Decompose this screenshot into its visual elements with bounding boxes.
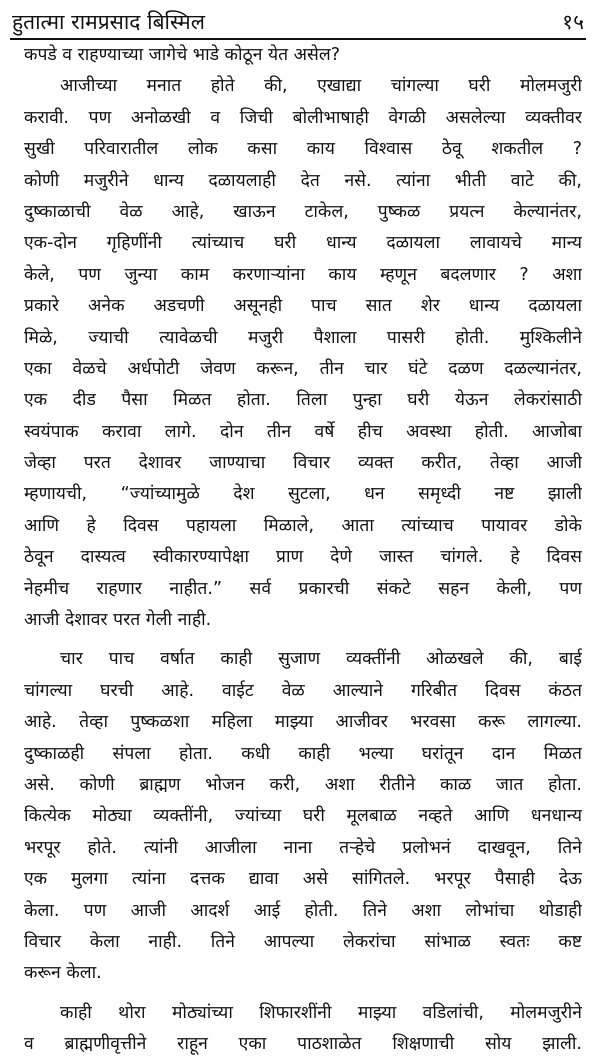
text-line: कित्येक मोठ्या व्यक्तींनी, ज्यांच्या घरी मूलबाळ नव्हते आणि धनधान्य bbox=[24, 806, 582, 827]
text-line: केला. पण आजी आदर्श आई होती. तिने अशा लोभांचा थोडाही bbox=[24, 900, 582, 921]
text-line: मिळे, ज्याची त्यावेळची मजुरी पैशाला पासरी होती. मुश्किलीने bbox=[24, 327, 582, 348]
running-header bbox=[10, 4, 586, 40]
text-line: सुखी परिवारातील लोक कसा काय विश्वास ठेवू शकतील ? bbox=[24, 139, 582, 160]
text-line: चार पाच वर्षात काही सुजाण व्यक्तींनी ओळखले की, बाई bbox=[60, 649, 582, 670]
text-line: करून केला. bbox=[24, 963, 102, 984]
text-line: विचार केला नाही. तिने आपल्या लेकरांचा सांभाळ स्वतः कष्ट bbox=[24, 931, 582, 952]
text-line: कोणी मजुरीने धान्य दळायलाही देत नसे. त्यांना भीती वाटे की, bbox=[24, 170, 582, 191]
text-line: आणि हे दिवस पहायला मिळाले, आता त्यांच्याच पायावर डोके bbox=[24, 515, 582, 536]
paragraph-gap bbox=[24, 636, 582, 644]
text-line: प्रकारे अनेक अडचणी असूनही पाच सात शेर धान्य दळायला bbox=[24, 296, 582, 317]
paragraph-gap bbox=[24, 990, 582, 998]
text-line: नेहमीच राहणार नाहीत.” सर्व प्रकारची संकटे सहन केली, पण bbox=[24, 578, 582, 599]
text-line: आजी देशावर परत गेली नाही. bbox=[24, 610, 212, 631]
text-line: केले, पण जुन्या काम करणाऱ्यांना काय म्हणून बदलणार ? अशा bbox=[24, 264, 582, 285]
text-line: असे. कोणी ब्राह्मण भोजन करी, अशा रीतीने काळ जात होता. bbox=[24, 774, 582, 795]
text-line: ठेवून दास्यत्व स्वीकारण्यापेक्षा प्राण देणे जास्त चांगले. हे दिवस bbox=[24, 547, 582, 568]
text-line: एक-दोन गृहिणींनी त्यांच्याच घरी धान्य दळायला लावायचे मान्य bbox=[24, 233, 582, 254]
text-line: आहे. तेव्हा पुष्कळशा महिला माझ्या आजीवर भरवसा करू लागल्या. bbox=[24, 712, 582, 733]
book-title: हुतात्मा रामप्रसाद बिस्मिल bbox=[12, 10, 205, 34]
text-line: दुष्काळही संपला होता. कधी काही भल्या घरांतून दान मिळत bbox=[24, 743, 582, 764]
text-line: एक दीड पैसा मिळत होता. तिला पुन्हा घरी येऊन लेकरांसाठी bbox=[24, 390, 582, 411]
text-line: कपडे व राहण्याच्या जागेचे भाडे कोठून येत असेल? bbox=[24, 45, 341, 65]
text-line: म्हणायची, “ज्यांच्यामुळे देश सुटला, धन समृध्दी नष्ट झाली bbox=[24, 484, 582, 505]
text-line: स्वयंपाक करावा लागे. दोन तीन वर्षे हीच अवस्था होती. आजोबा bbox=[24, 421, 582, 442]
body-text bbox=[24, 40, 582, 1061]
text-line: व ब्राह्मणीवृत्तीने राहून एका पाठशाळेत शिक्षणाची सोय झाली. bbox=[24, 1034, 582, 1055]
text-line: दुष्काळाची वेळ आहे, खाऊन टाकेल, पुष्कळ प्रयत्न केल्यानंतर, bbox=[24, 201, 582, 222]
text-line: आजीच्या मनात होते की, एखाद्या चांगल्या घरी मोलमजुरी bbox=[60, 76, 582, 97]
text-line: भरपूर होते. त्यांनी आजीला नाना तऱ्हेचे प्रलोभनं दाखवून, तिने bbox=[24, 837, 582, 858]
text-line: चांगल्या घरची आहे. वाईट वेळ आल्याने गरिबीत दिवस कंठत bbox=[24, 680, 582, 701]
text-line: काही थोरा मोठ्यांच्या शिफारशींनी माझ्या वडिलांची, मोलमजुरीने bbox=[60, 1002, 582, 1023]
text-line: एक मुलगा त्यांना दत्तक द्यावा असे सांगितले. भरपूर पैसाही देऊ bbox=[24, 869, 582, 890]
text-line: करावी. पण अनोळखी व जिची बोलीभाषाही वेगळी असलेल्या व्यक्तीवर bbox=[24, 107, 582, 128]
page-number: १५ bbox=[562, 10, 584, 34]
text-line: एका वेळचे अर्धपोटी जेवण करून, तीन चार घंटे दळण दळल्यानंतर, bbox=[24, 358, 582, 379]
text-line: जेव्हा परत देशावर जाण्याचा विचार व्यक्त करीत, तेव्हा आजी bbox=[24, 453, 582, 474]
